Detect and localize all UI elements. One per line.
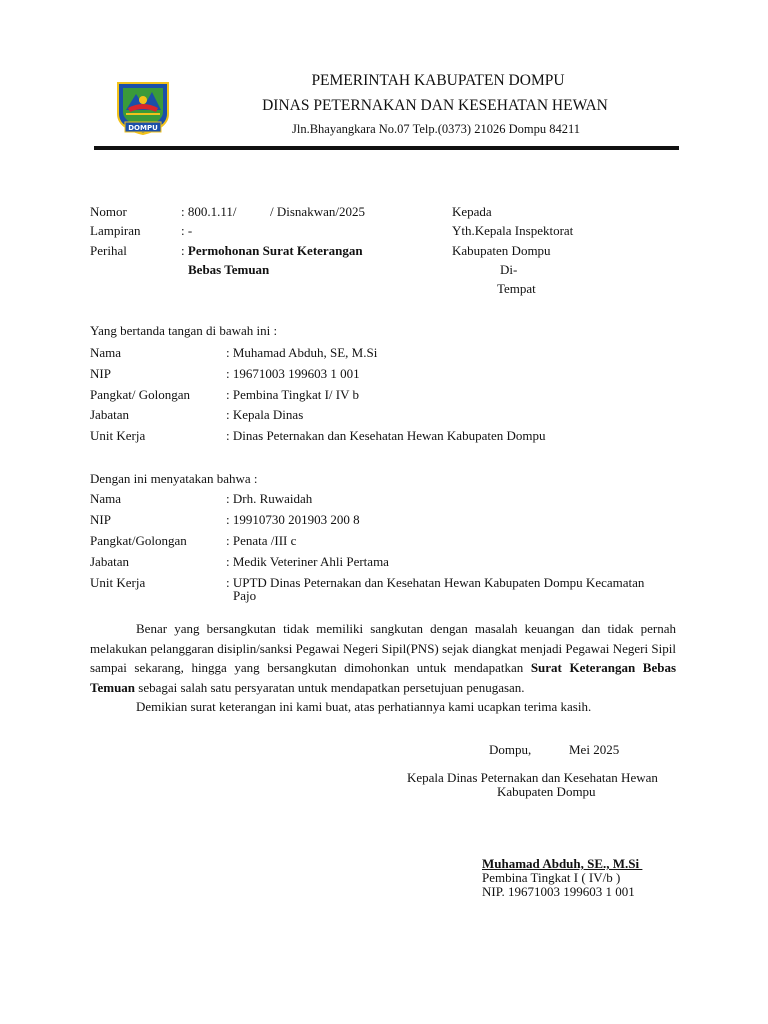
subject-nama-value: : Drh. Ruwaidah [226,491,313,506]
signatory-jabatan-value: : Kepala Dinas [226,407,304,422]
subject-nama-label: Nama [90,491,122,506]
subject-unit-label: Unit Kerja [90,575,146,590]
recipient-tempat: Tempat [497,281,536,296]
signatory-nama-value: : Muhamad Abduh, SE, M.Si [226,345,378,360]
signatory-unit-value: : Dinas Peternakan dan Kesehatan Hewan Kabupaten Dompu [226,428,546,443]
perihal-value [181,243,363,259]
closing-place: Dompu, [489,742,532,757]
closing-title-1: Kepala Dinas Peternakan dan Kesehatan Hewan [407,770,658,785]
signatory-intro: Yang bertanda tangan di bawah ini : [90,323,278,338]
signatory-nip-value: : 19671003 199603 1 001 [226,366,360,381]
nomor-value: : 800.1.11/ [181,204,237,219]
perihal-text-1: Permohonan Surat Keterangan [187,243,363,258]
subject-nip-label: NIP [90,512,111,527]
letterhead-agency: DINAS PETERNAKAN DAN KESEHATAN HEWAN [262,97,608,114]
subject-pangkat-label: Pangkat/Golongan [90,533,187,548]
perihal-colon: : [181,243,188,258]
letterhead-address: Jln.Bhayangkara No.07 Telp.(0373) 21026 Dompu 84211 [292,122,580,136]
letterhead-government: PEMERINTAH KABUPATEN DOMPU [311,72,565,89]
signer-rank: Pembina Tingkat I ( IV/b ) [482,870,621,885]
nomor-label: Nomor [90,204,127,219]
signer-name: Muhamad Abduh, SE., M.Si [482,856,643,871]
perihal-label: Perihal [90,243,127,258]
signatory-unit-label: Unit Kerja [90,428,146,443]
subject-pangkat-value: : Penata /III c [226,533,297,548]
signatory-nip-label: NIP [90,366,111,381]
recipient-di: Di- [500,262,518,277]
subject-unit-value: : UPTD Dinas Peternakan dan Kesehatan Hewan Kabupaten Dompu Kecamatan [226,575,645,590]
signatory-pangkat-label: Pangkat/ Golongan [90,387,191,402]
recipient-regency: Kabupaten Dompu [452,243,551,258]
signer-nip: NIP. 19671003 199603 1 001 [482,884,635,899]
body-p1-bold: Surat Keterangan Bebas Temuan [90,660,676,696]
perihal-text-2: Bebas Temuan [188,262,270,277]
body-paragraph-1 [90,619,676,698]
subject-jabatan-value: : Medik Veteriner Ahli Pertama [226,554,389,569]
closing-date: Mei 2025 [569,742,620,757]
body-p1-part2: sebagai salah satu persyaratan untuk mendapatkan persetujuan penugasan. [135,680,525,696]
signatory-jabatan-label: Jabatan [90,407,129,422]
closing-title-2: Kabupaten Dompu [497,784,596,799]
lampiran-label: Lampiran [90,223,141,238]
letterhead-rule [94,146,679,150]
logo-text: DOMPU [128,124,158,132]
recipient-kepada: Kepada [452,204,492,219]
lampiran-value: : - [181,223,193,238]
subject-jabatan-label: Jabatan [90,554,129,569]
nomor-suffix: / Disnakwan/2025 [270,204,365,219]
subject-intro: Dengan ini menyatakan bahwa : [90,471,258,486]
recipient-title: Yth.Kepala Inspektorat [452,223,574,238]
body-paragraph-2: Demikian surat keterangan ini kami buat, atas perhatiannya kami ucapkan terima kasih. [136,699,592,714]
signatory-pangkat-value: : Pembina Tingkat I/ IV b [226,387,360,402]
signatory-nama-label: Nama [90,345,122,360]
subject-unit-value-cont: Pajo [233,588,257,603]
body-p1-part1: Benar yang bersangkutan tidak memiliki sangkutan dengan masalah keuangan dan tidak pernah melakukan pelanggaran disiplin/sanksi Pegawai Negeri Sipil(PNS) sejak diangkat menjadi Pegawai Negeri Sipil sampai sekarang, hingga yang bersangkutan dimohonkan untuk mendapatkan [90,621,676,676]
subject-nip-value: : 19910730 201903 200 8 [226,512,360,527]
